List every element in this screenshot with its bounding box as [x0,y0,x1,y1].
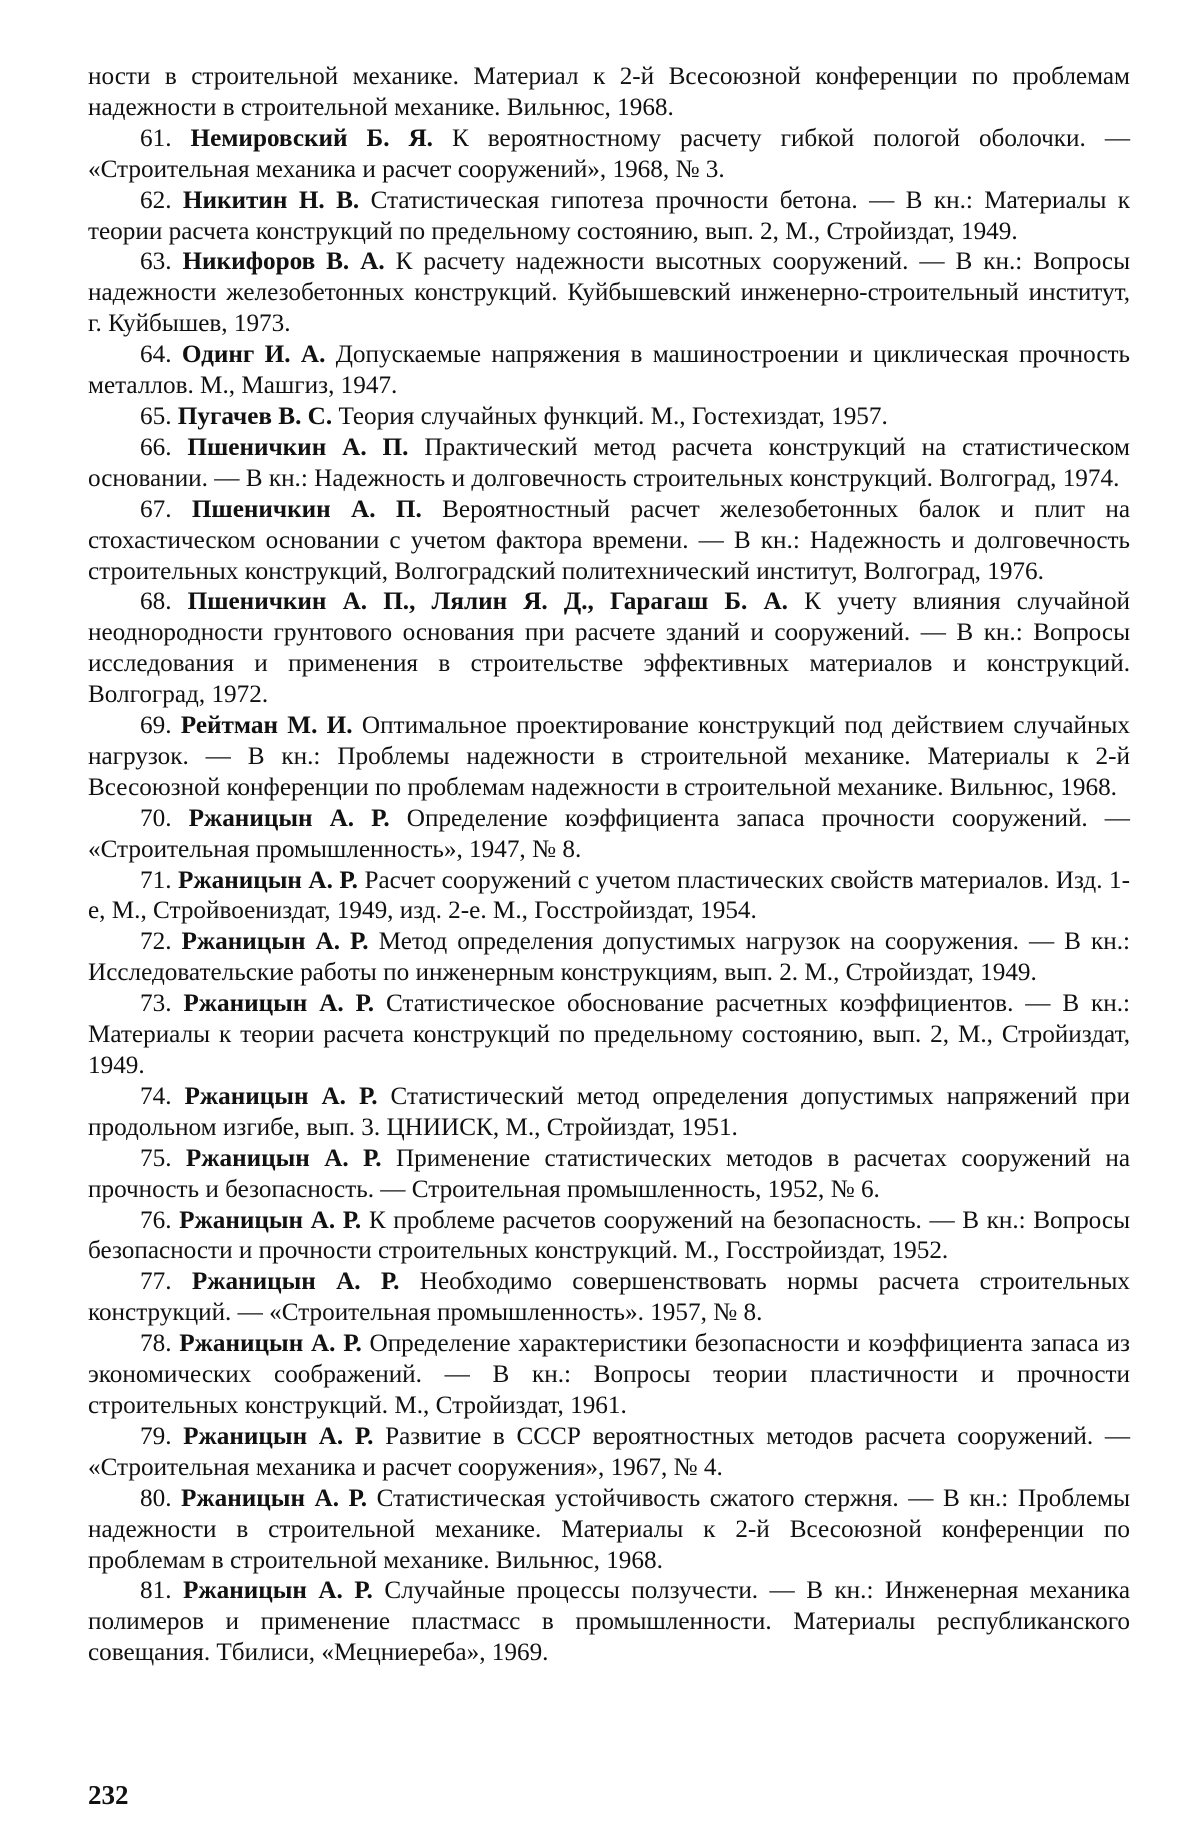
reference-entry [88,186,1130,248]
reference-entry [88,1576,1130,1669]
reference-text: К расчету надежности высотных сооружений. — В кн.: Вопросы надежности железобетонных конструкций. Куйбышевский инженерно-строительный институт, г. Куйбышев, 1973. [88,248,1131,338]
reference-text: Допускаемые напряжения в машиностроении и циклическая прочность металлов. М., Машгиз, 1947. [88,341,1131,400]
reference-entry [88,1422,1130,1484]
reference-entry [88,711,1130,804]
reference-author: Ржаницын А. Р. [182,1577,373,1605]
reference-entry [88,1267,1130,1329]
reference-entry [88,587,1130,711]
reference-number: 61. [140,124,172,152]
reference-text: Определение характеристики безопасности и коэффициента запаса из экономических соображений. — В кн.: Вопросы теории пластичности и прочности строительных конструкций. М., Стройиздат, 1961. [88,1330,1131,1419]
reference-text: Статистическая гипотеза прочности бетона. — В кн.: Материалы к теории расчета конструкций по предельному состоянию, вып. 2, М., Стройиздат, 1949. [88,186,1131,245]
reference-author: Ржаницын А. Р. [191,1268,400,1296]
reference-list [88,62,1130,1669]
reference-number: 74. [140,1082,172,1110]
reference-number: 67. [140,495,172,523]
reference-number: 78. [140,1330,172,1358]
reference-author: Ржаницын А. Р. [184,1082,378,1110]
reference-author: Никитин Н. В. [182,186,360,214]
reference-author: Ржаницын А. Р. [179,1206,362,1234]
reference-entry [88,1329,1130,1422]
reference-number: 65. [140,402,172,430]
reference-number: 69. [140,712,172,740]
reference-author: Пшеничкин А. П. [191,495,422,523]
reference-entry [88,927,1130,989]
reference-number: 68. [140,588,172,616]
reference-text: Теория случайных функций. М., Гостехиздат, 1957. [338,402,888,430]
reference-text: Развитие в СССР вероятностных методов расчета сооружений. — «Строительная механика и расчет сооружения», 1967, № 4. [88,1422,1131,1481]
reference-author: Пшеничкин А. П., Лялин Я. Д., Гарагаш Б. А. [187,588,788,616]
reference-author: Одинг И. А. [181,341,326,369]
reference-text: ности в строительной механике. Материал к 2-й Всесоюзной конференции по проблемам надежности в строительной механике. Вильнюс, 1968. [88,63,1130,121]
reference-number: 77. [140,1268,172,1296]
reference-number: 66. [140,433,172,461]
reference-text: К проблеме расчетов сооружений на безопасность. — В кн.: Вопросы безопасности и прочности строительных конструкций. М., Госстройиздат, 1952. [88,1206,1130,1265]
reference-number: 70. [140,804,172,832]
reference-text: Статистическая устойчивость сжатого стержня. — В кн.: Проблемы надежности в строительной механике. Материалы к 2-й Всесоюзной конференции по проблемам в строительной механике. Вильнюс, 1968. [88,1484,1131,1574]
reference-author: Пугачев В. С. [177,402,333,430]
reference-entry [88,866,1130,928]
reference-text: Метод определения допустимых нагрузок на сооружения. — В кн.: Исследовательские работы по инженерным конструкциям, вып. 2. М., Стройиздат, 1949. [88,928,1131,987]
reference-entry [88,402,1130,433]
reference-entry [88,62,1130,124]
reference-number: 63. [140,248,172,276]
reference-text: К учету влияния случайной неоднородности грунтового основания при расчете зданий и сооружений. — В кн.: Вопросы исследования и применения в строительстве эффективных материалов и конструкций. Волгоград, 1972. [88,588,1131,709]
reference-text: Случайные процессы ползучести. — В кн.: Инженерная механика полимеров и применение пластмасс в промышленности. Материалы республиканского совещания. Тбилиси, «Мецниереба», 1969. [88,1577,1131,1667]
reference-number: 71. [140,866,172,894]
reference-entry [88,124,1130,186]
reference-entry [88,1144,1130,1206]
reference-author: Пшеничкин А. П. [187,433,409,461]
reference-author: Ржаницын А. Р. [188,804,390,832]
reference-text: Применение статистических методов в расчетах сооружений на прочность и безопасность. — Строительная промышленность, 1952, № 6. [88,1144,1130,1203]
reference-entry [88,247,1130,340]
reference-text: Определение коэффициента запаса прочности сооружений. — «Строительная промышленность», 1947, № 8. [88,804,1130,863]
reference-author: Никифоров В. А. [182,248,385,276]
reference-text: Необходимо совершенствовать нормы расчета строительных конструкций. — «Строительная промышленность». 1957, № 8. [88,1268,1130,1327]
reference-entry [88,495,1130,588]
reference-author: Ржаницын А. Р. [185,1144,382,1172]
reference-number: 80. [140,1484,172,1512]
reference-text: Оптимальное проектирование конструкций под действием случайных нагрузок. — В кн.: Проблемы надежности в строительной механике. Материалы к 2-й Всесоюзной конференции по проблемам надежности в строительной механике. Вильнюс, 1968. [88,712,1130,801]
reference-entry [88,1206,1130,1268]
reference-entry [88,1082,1130,1144]
reference-author: Ржаницын А. Р. [183,990,375,1018]
reference-author: Ржаницын А. Р. [181,1484,368,1512]
reference-text: К вероятностному расчету гибкой пологой оболочки. — «Строительная механика и расчет сооружений», 1968, № 3. [88,124,1131,183]
reference-author: Рейтман М. И. [180,712,353,740]
reference-number: 81. [140,1577,172,1605]
reference-number: 64. [140,341,172,369]
reference-text: Расчет сооружений с учетом пластических свойств материалов. Изд. 1-е, М., Стройвоениздат, 1949, изд. 2-е. М., Госстройиздат, 1954. [88,866,1131,925]
reference-number: 75. [140,1144,172,1172]
page-number: 232 [88,1780,129,1810]
reference-author: Ржаницын А. Р. [179,1330,362,1358]
reference-number: 72. [140,928,172,956]
reference-entry [88,1484,1130,1577]
reference-author: Немировский Б. Я. [190,124,433,152]
reference-author: Ржаницын А. Р. [177,866,358,894]
reference-text: Статистическое обоснование расчетных коэффициентов. — В кн.: Материалы к теории расчета конструкций по предельному состоянию, вып. 2, М., Стройиздат, 1949. [88,990,1130,1079]
reference-author: Ржаницын А. Р. [181,928,369,956]
reference-number: 73. [140,990,172,1018]
reference-number: 79. [140,1422,172,1450]
reference-text: Практический метод расчета конструкций на статистическом основании. — В кн.: Надежность и долговечность строительных конструкций. Волгоград, 1974. [88,433,1130,492]
reference-number: 62. [140,186,172,214]
reference-entry [88,804,1130,866]
reference-author: Ржаницын А. Р. [183,1422,374,1450]
reference-entry [88,989,1130,1082]
reference-entry [88,340,1130,402]
reference-entry [88,433,1130,495]
reference-text: Статистический метод определения допустимых напряжений при продольном изгибе, вып. 3. ЦНИИСК, М., Стройиздат, 1951. [88,1082,1131,1141]
reference-text: Вероятностный расчет железобетонных балок и плит на стохастическом основании с учетом фактора времени. — В кн.: Надежность и долговечность строительных конструкций, Волгоградский политехнический институт, Волгоград, 1976. [88,495,1131,585]
book-page [88,62,1130,1822]
reference-number: 76. [140,1206,172,1234]
